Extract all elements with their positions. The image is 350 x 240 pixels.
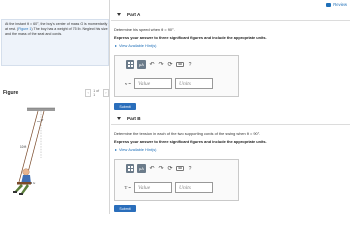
part-b-question: Determine the tension in each of the two supporting cords of the swing when θ = 90°.	[114, 131, 261, 136]
divider	[111, 124, 350, 125]
angle-label: θ	[41, 118, 44, 122]
undo-icon[interactable]: ↶	[149, 166, 155, 172]
help-icon[interactable]: ?	[188, 61, 192, 68]
part-a-hint-label: View Available Hint(s)	[119, 43, 157, 48]
center-of-mass-label: G	[33, 181, 36, 185]
part-a-instruction: Express your answer to three significant figures and include the appropriate units.	[114, 35, 267, 40]
problem-statement-box	[1, 19, 109, 66]
units-mu-button[interactable]: μA	[137, 60, 146, 69]
part-a-hint-toggle[interactable]	[115, 43, 156, 48]
part-a-value-input[interactable]: Value	[134, 78, 172, 89]
part-a-toolbar	[126, 60, 193, 69]
part-b-submit-button[interactable]: Submit	[114, 205, 136, 212]
answer-panel	[110, 0, 350, 214]
part-b-value-input[interactable]: Value	[134, 182, 172, 193]
figure-title: Figure	[3, 90, 19, 96]
part-b-hint-toggle[interactable]	[115, 147, 156, 152]
template-matrix-button[interactable]	[126, 164, 134, 173]
part-b-toolbar	[126, 164, 193, 173]
units-mu-button[interactable]: μA	[137, 164, 146, 173]
part-b-hint-label: View Available Hint(s)	[119, 147, 157, 152]
review-link[interactable]	[326, 2, 347, 7]
keyboard-icon[interactable]: ⌨	[176, 62, 184, 67]
part-a-submit-button[interactable]: Submit	[114, 103, 136, 110]
undo-icon[interactable]: ↶	[149, 62, 155, 68]
part-b-instruction: Express your answer to three significant figures and include the appropriate units.	[114, 139, 267, 144]
part-b-answer-box	[114, 159, 239, 201]
redo-icon[interactable]: ↷	[158, 62, 164, 68]
help-icon[interactable]: ?	[188, 165, 192, 172]
problem-statement	[5, 22, 108, 37]
problem-panel	[0, 0, 110, 214]
pager-text: 1 of 1	[93, 89, 100, 97]
part-a-answer-box	[114, 55, 239, 97]
part-a-input-row	[119, 78, 213, 89]
swing-figure	[5, 98, 105, 214]
reset-icon[interactable]: ⟳	[167, 166, 173, 172]
part-b-header[interactable]	[117, 116, 141, 121]
reset-icon[interactable]: ⟳	[167, 62, 173, 68]
boy-on-swing	[13, 169, 31, 195]
part-b-units-input[interactable]: Units	[175, 182, 213, 193]
part-a-title: Part A	[127, 12, 141, 17]
ceiling-support	[27, 108, 55, 111]
review-icon	[326, 3, 331, 7]
next-figure-button[interactable]: ›	[103, 89, 109, 97]
collapse-caret-icon	[117, 117, 121, 120]
template-matrix-button[interactable]	[126, 60, 134, 69]
part-b-variable-label: T =	[124, 185, 131, 190]
part-a-units-input[interactable]: Units	[175, 78, 213, 89]
collapse-caret-icon	[117, 13, 121, 16]
keyboard-icon[interactable]: ⌨	[176, 166, 184, 171]
expand-caret-icon	[115, 149, 117, 151]
part-a-header[interactable]	[117, 12, 140, 17]
review-label: Review	[333, 2, 347, 7]
part-a-question: Determine his speed when θ = 90°.	[114, 27, 175, 32]
part-b-title: Part B	[127, 116, 141, 121]
figure-link[interactable]: Figure 1	[18, 26, 32, 31]
part-b-input-row	[119, 182, 213, 193]
prev-figure-button[interactable]: ‹	[85, 89, 91, 97]
expand-caret-icon	[115, 45, 117, 47]
part-a-variable-label: v =	[124, 81, 131, 86]
divider	[111, 20, 350, 21]
length-label: 10 ft	[20, 145, 27, 149]
figure-pager	[85, 89, 109, 97]
problem-text-1: At the instant θ = 60°, the boy's center of mass G is momentarily at rest. (	[5, 22, 108, 31]
problem-text-2: ) The boy has a weight of 75 lb. Neglect his size and the mass of the seat and cords.	[5, 26, 108, 36]
redo-icon[interactable]: ↷	[158, 166, 164, 172]
